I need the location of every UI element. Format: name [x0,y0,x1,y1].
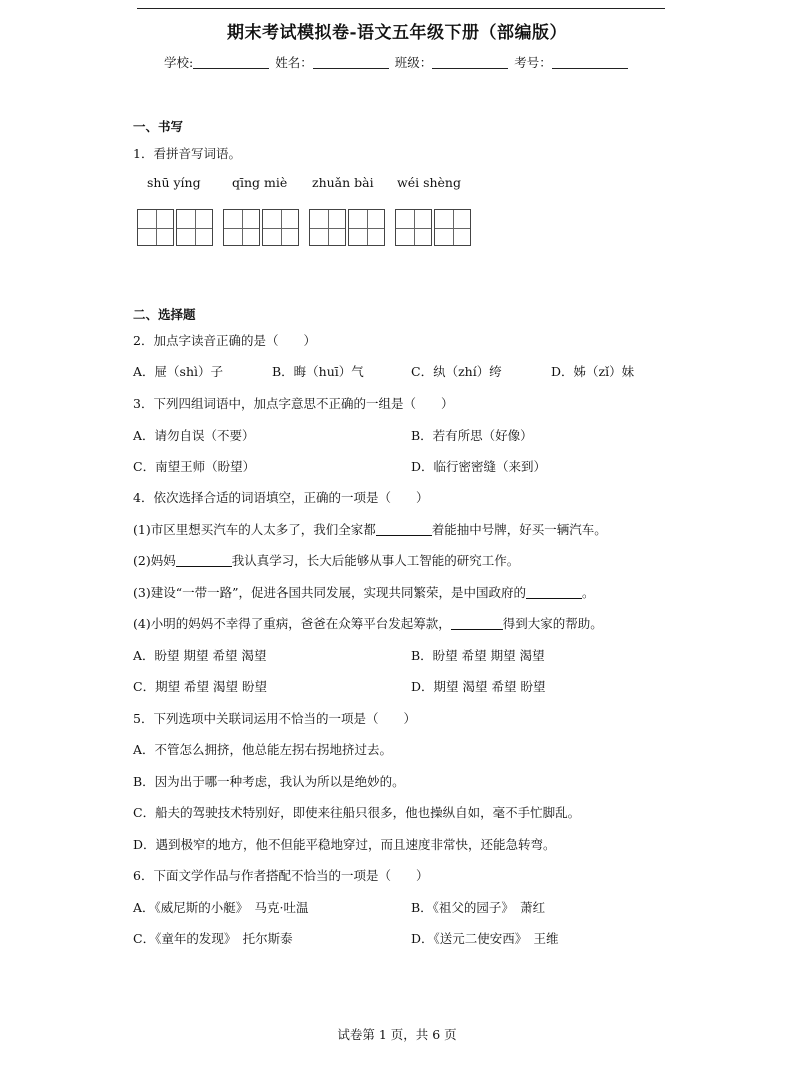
question-2: 2．加点字读音正确的是（ ） [133,333,316,348]
school-blank[interactable] [193,55,269,69]
q6-option-c[interactable]: C．《童年的发现》 托尔斯泰 [133,931,293,946]
q2-option-d[interactable]: D．姊（zǐ）妹 [551,364,635,379]
section2-heading: 二、选择题 [133,307,196,322]
page-footer: 试卷第 1 页，共 6 页 [337,1027,457,1042]
class-label: 班级： [394,55,433,70]
name-label: 姓名： [275,55,313,70]
writing-grid-4 [395,209,473,248]
pinyin-2: qīng miè [232,175,288,190]
school-label: 学校: [164,55,194,70]
name-blank[interactable] [313,55,389,69]
page-title: 期末考试模拟卷-语文五年级下册（部编版） [226,23,568,43]
q4-s2-after: 我认真学习，长大后能够从事人工智能的研究工作。 [231,553,520,568]
q4-option-c[interactable]: C．期望 希望 渴望 盼望 [133,679,267,694]
question-4: 4．依次选择合适的词语填空，正确的一项是（ ） [133,490,429,505]
writing-grid-1 [137,209,215,248]
q3-option-c[interactable]: C．南望王师（盼望） [133,459,256,474]
q4-s1-before: (1)市区里想买汽车的人太多了，我们全家都 [133,522,376,537]
writing-grid-2 [223,209,301,248]
id-label: 考号： [514,55,552,70]
id-blank[interactable] [552,55,628,69]
question-3: 3．下列四组词语中，加点字意思不正确的一组是（ ） [133,396,454,411]
q4-s1-blank[interactable] [376,522,432,536]
q4-s3-after: 。 [582,585,595,600]
q2-option-b[interactable]: B．晦（huī）气 [272,364,364,379]
q2-option-c[interactable]: C．纨（zhí）绔 [411,364,502,379]
class-blank[interactable] [432,55,508,69]
q6-option-b[interactable]: B．《祖父的园子》 萧红 [411,900,546,915]
writing-cell[interactable] [176,209,213,246]
q4-s4-after: 得到大家的帮助。 [502,616,603,631]
writing-cell[interactable] [223,209,260,246]
writing-cell[interactable] [395,209,432,246]
q6-option-a[interactable]: A．《威尼斯的小艇》 马克·吐温 [133,900,309,915]
q5-option-d[interactable]: D．遇到极窄的地方，他不但能平稳地穿过，而且速度非常快，还能急转弯。 [133,837,556,852]
q4-s2-blank[interactable] [176,553,232,567]
pinyin-4: wéi shèng [397,175,461,190]
q4-option-d[interactable]: D．期望 渴望 希望 盼望 [411,679,546,694]
q4-sentence-4 [133,614,603,632]
question-6: 6．下面文学作品与作者搭配不恰当的一项是（ ） [133,868,429,883]
top-rule [137,8,665,9]
q4-s3-before: (3)建设“一带一路”，促进各国共同发展，实现共同繁荣，是中国政府的 [133,585,526,600]
writing-cell[interactable] [309,209,346,246]
q4-s2-before: (2)妈妈 [133,553,176,568]
writing-cell[interactable] [348,209,385,246]
q4-sentence-2 [133,551,519,569]
q4-s4-before: (4)小明的妈妈不幸得了重病，爸爸在众筹平台发起筹款， [133,616,451,631]
writing-grid-3 [309,209,387,248]
q4-s1-after: 着能抽中号牌，好买一辆汽车。 [431,522,607,537]
writing-cell[interactable] [434,209,471,246]
student-info-row [164,53,630,71]
q4-s3-blank[interactable] [526,585,582,599]
q2-option-a[interactable]: A．屉（shì）子 [133,364,223,379]
q4-option-a[interactable]: A．盼望 期望 希望 渴望 [133,648,267,663]
question-1: 1．看拼音写词语。 [133,146,241,161]
question-5: 5．下列选项中关联词运用不恰当的一项是（ ） [133,711,416,726]
q3-option-b[interactable]: B．若有所思（好像） [411,428,533,443]
q5-option-a[interactable]: A．不管怎么拥挤，他总能左拐右拐地挤过去。 [133,742,393,757]
q4-option-b[interactable]: B．盼望 希望 期望 渴望 [411,648,545,663]
q4-sentence-1 [133,520,607,538]
pinyin-1: shū yíng [147,175,201,190]
q4-s4-blank[interactable] [451,616,503,630]
q6-option-d[interactable]: D．《送元二使安西》 王维 [411,931,559,946]
q3-option-d[interactable]: D．临行密密缝（来到） [411,459,547,474]
q4-sentence-3 [133,583,595,601]
q5-option-c[interactable]: C．船夫的驾驶技术特别好，即使来往船只很多，他也操纵自如，毫不手忙脚乱。 [133,805,581,820]
writing-cell[interactable] [262,209,299,246]
q5-option-b[interactable]: B．因为出于哪一种考虑，我认为所以是绝妙的。 [133,774,405,789]
q3-option-a[interactable]: A．请勿自误（不要） [133,428,255,443]
writing-cell[interactable] [137,209,174,246]
pinyin-3: zhuǎn bài [312,175,374,190]
section1-heading: 一、书写 [133,119,184,134]
